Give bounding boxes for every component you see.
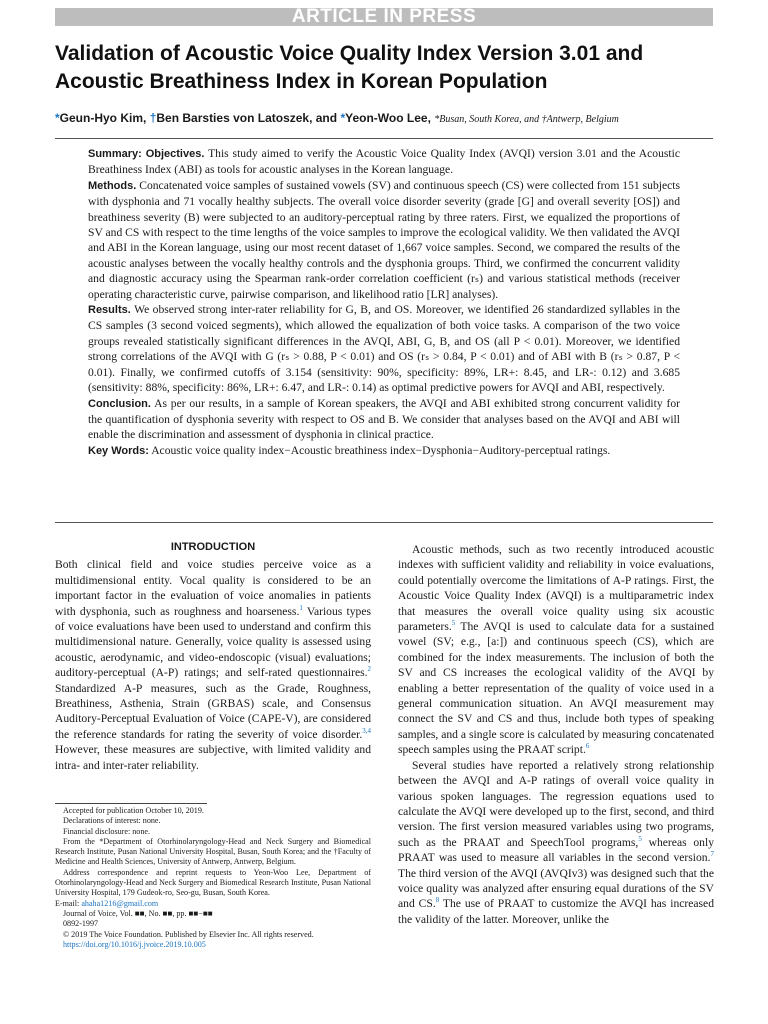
keywords-text: Acoustic voice quality index−Acoustic breathiness index−Dysphonia−Auditory-perceptual ratings. bbox=[151, 443, 611, 457]
footnote-copyright: © 2019 The Voice Foundation. Published by Elsevier Inc. All rights reserved. bbox=[63, 929, 314, 939]
reference-link[interactable]: 5 bbox=[638, 834, 642, 843]
footnote-address bbox=[55, 868, 371, 909]
abstract-bottom-rule bbox=[55, 522, 713, 523]
article-title: Validation of Acoustic Voice Quality Index Version 3.01 and Acoustic Breathiness Index in Korean Population bbox=[55, 42, 644, 93]
author-name: Yeon-Woo Lee, bbox=[345, 111, 431, 125]
text-run: Address correspondence and reprint requests to Yeon-Woo Lee, Department of Otorhinolaryngology-Head and Neck Surgery and Biomedical Research Institute, Pusan National University Hospital, 179 Gudeok-ro, Seo-gu, Busan, South Korea. bbox=[55, 867, 371, 898]
conclusion-label: Conclusion. bbox=[88, 397, 151, 410]
text-run: Various types of voice evaluations have been used to understand and confirm this multidimensional nature. Generally, voice quality is assessed using acoustic, aerodynamic, and video-endoscopic (visual) evaluations; auditory-perceptual (A-P) ratings; and self-rated questionnaires. bbox=[55, 604, 371, 680]
reference-link[interactable]: 5 bbox=[451, 619, 456, 628]
text-run: Both clinical field and voice studies perceive voice as a multidimensional entity. Vocal quality is considered to be an important factor in the evaluation of voice anomalies in patients with dysphonia, such as roughness and hoarseness. bbox=[55, 558, 371, 618]
reference-link[interactable]: 3,4 bbox=[362, 727, 371, 736]
author-mark: † bbox=[149, 111, 157, 125]
text-run: The third version of the AVQI (AVQIv3) was designed such that the voice quality was analyzed after ensuring equal durations of the SV and CS. bbox=[398, 866, 714, 911]
author-line bbox=[55, 111, 735, 125]
summary-label: Summary: bbox=[88, 148, 142, 160]
text-run: whereas only PRAAT was used to measure all variables in the second version. bbox=[398, 835, 715, 865]
reference-link[interactable]: 7 bbox=[710, 850, 714, 859]
text-run: Standardized A-P measures, such as the Grade, Roughness, Breathiness, Asthenia, Strain (GRBAS) scale, and Consensus Auditory-Perceptual Evaluation of Voice (CAPE-V), are considered the reference standards for rating the severity of voice disorder. bbox=[55, 681, 371, 741]
footnote-rule bbox=[55, 803, 207, 804]
conclusion-text: As per our results, in a sample of Korean speakers, the AVQI and ABI exhibited strong concurrent validity for the quantification of dysphonia severity with respect to OS and B. We consider that analyses based on the AVQI and ABI will enable the discrimination and assessment of dysphonia in clinical practice. bbox=[88, 396, 680, 442]
keywords-label: Key Words: bbox=[88, 444, 149, 457]
results-label: Results. bbox=[88, 304, 131, 317]
body-column-left bbox=[55, 540, 371, 773]
text-run: Several studies have reported a relatively strong relationship between the AVQI and A-P ratings of overall voice quality in various spoken languages. The regression equations used to calculate the AVQI were developed up to the first, second, and third version. The first version measured variables using two programs, such as the PRAAT and SpeechTool programs, bbox=[398, 758, 714, 849]
intro-paragraph-2 bbox=[398, 542, 714, 758]
objectives-label: Objectives. bbox=[145, 148, 205, 160]
text-run: The AVQI is used to calculate data for a sustained vowel (SV; e.g., [a:]) and continuous speech (CS), which are combined for the index measurements. The inclusion of both the SV and CS increases the ecological validity of the AVQI by enabling a better representation of the quality of voice used in a general communication situation. An AVQI measurement may connect the SV and CS and thus, include both types of speaking samples, and a single score is calculated by measuring concatenated speech samples using the PRAAT script. bbox=[398, 620, 714, 757]
reference-link[interactable]: 6 bbox=[585, 742, 590, 751]
email-link[interactable]: ahaha1216@gmail.com bbox=[81, 898, 159, 908]
author-mark: * bbox=[55, 111, 60, 125]
footnote-affiliations: From the *Department of Otorhinolaryngology-Head and Neck Surgery and Biomedical Research Institute, Pusan National University Hospital, Busan, South Korea; and the †Faculty of Medicine and Health Sciences, University of Antwerp, Antwerp, Belgium. bbox=[55, 836, 371, 867]
text-run: However, these measures are subjective, with limited validity and intra- and inter-rater reliability. bbox=[55, 743, 371, 772]
reference-link[interactable]: 1 bbox=[299, 603, 303, 612]
footnote-financial: Financial disclosure: none. bbox=[63, 826, 150, 836]
abstract-results bbox=[88, 302, 680, 395]
objectives-text: This study aimed to verify the Acoustic Voice Quality Index (AVQI) version 3.01 and the Acoustic Breathiness Index (ABI) as tools for acoustic analyses in the Korean language. bbox=[88, 147, 680, 177]
doi-link[interactable]: https://doi.org/10.1016/j.jvoice.2019.10.005 bbox=[63, 939, 206, 949]
intro-paragraph-3 bbox=[398, 758, 714, 927]
reference-link[interactable]: 8 bbox=[435, 896, 440, 905]
reference-link[interactable]: 2 bbox=[367, 665, 371, 674]
footnote-accepted: Accepted for publication October 10, 2019. bbox=[63, 806, 204, 815]
abstract-top-rule bbox=[55, 138, 713, 139]
author-name: Geun-Hyo Kim, bbox=[59, 111, 147, 125]
abstract-objectives bbox=[88, 146, 680, 178]
body-column-right bbox=[398, 542, 714, 927]
author-affiliation: *Busan, South Korea, and †Antwerp, Belgium bbox=[434, 114, 619, 125]
text-run: The use of PRAAT to customize the AVQI has increased the validity of the latter. Moreover, unlike the bbox=[398, 897, 714, 926]
intro-paragraph-1 bbox=[55, 557, 371, 773]
author-name: Ben Barsties von Latoszek, and bbox=[156, 111, 338, 125]
abstract-conclusion bbox=[88, 396, 680, 443]
text-run: Acoustic methods, such as two recently introduced acoustic indexes with sufficient validity and reliability in voice evaluations, could potentially overcome the limitations of A-P ratings. First, the Acoustic Voice Quality Index (AVQI) is a multiparametric index that measures the overall voice quality using six acoustic parameters. bbox=[398, 543, 714, 634]
author-mark: * bbox=[340, 111, 346, 125]
footnote-issn: 0892-1997 bbox=[63, 919, 99, 929]
footnote-interest: Declarations of interest: none. bbox=[63, 816, 161, 826]
abstract-methods bbox=[88, 178, 680, 302]
footnotes bbox=[55, 806, 371, 950]
footnote-doi bbox=[55, 940, 371, 950]
footnote-journal: Journal of Voice, Vol. ■■, No. ■■, pp. ■■−■■ bbox=[63, 908, 213, 918]
methods-label: Methods. bbox=[88, 179, 137, 192]
article-in-press-banner: ARTICLE IN PRESS bbox=[55, 8, 713, 26]
results-text: We observed strong inter-rater reliability for G, B, and OS. Moreover, we identified 26 standardized syllables in the CS samples (3 second voiced segments), which allowed the equalization of both voice tasks. A comparison of the two voice groups revealed statistically significant differences in the AVQI, ABI, G, B, and OS (all P < 0.01). Moreover, we identified strong correlations of the AVQI with G (rₛ > 0.88, P < 0.01) and OS (rₛ > 0.84, P < 0.01) and of ABI with B (rₛ > 0.87, P < 0.01). Finally, we confirmed cutoffs of 3.154 (sensitivity: 90%, specificity: 89%, LR+: 8.45, and LR-: 0.12) and 3.685 (sensitivity: 88%, specificity: 86%, LR+: 6.47, and LR-: 0.14) as optimal predictive powers for AVQI and ABI, respectively. bbox=[88, 303, 680, 395]
abstract-keywords bbox=[88, 443, 680, 459]
methods-text: Concatenated voice samples of sustained vowels (SV) and continuous speech (CS) were collected from 151 subjects with dysphonia and 71 vocally healthy subjects. The overall voice disorder severity (grade [G] and overall severity [OS]) and breathiness severity (B) were subjected to an auditory-perceptual rating by three raters. First, we equalized the proportions of SV and CS with respect to the time lengths of the voice samples to improve the ecological validity. We then validated the AVQI and ABI in the Korean language, using our most recent dataset of 1,667 voice samples. Second, we compared the results of the acoustic analyses between the vocally healthy controls and the dysphonia groups. Third, we confirmed the concurrent validity and diagnostic accuracy using the Spearman rank-order correlation coefficient (rₛ) and various statistical methods (receiver operating characteristic curve, pairwise comparison, and likelihood ratio [LR] analyses). bbox=[88, 178, 680, 301]
section-heading-introduction: INTRODUCTION bbox=[170, 541, 256, 553]
abstract bbox=[88, 146, 680, 459]
email-label: E-mail: bbox=[55, 898, 80, 908]
